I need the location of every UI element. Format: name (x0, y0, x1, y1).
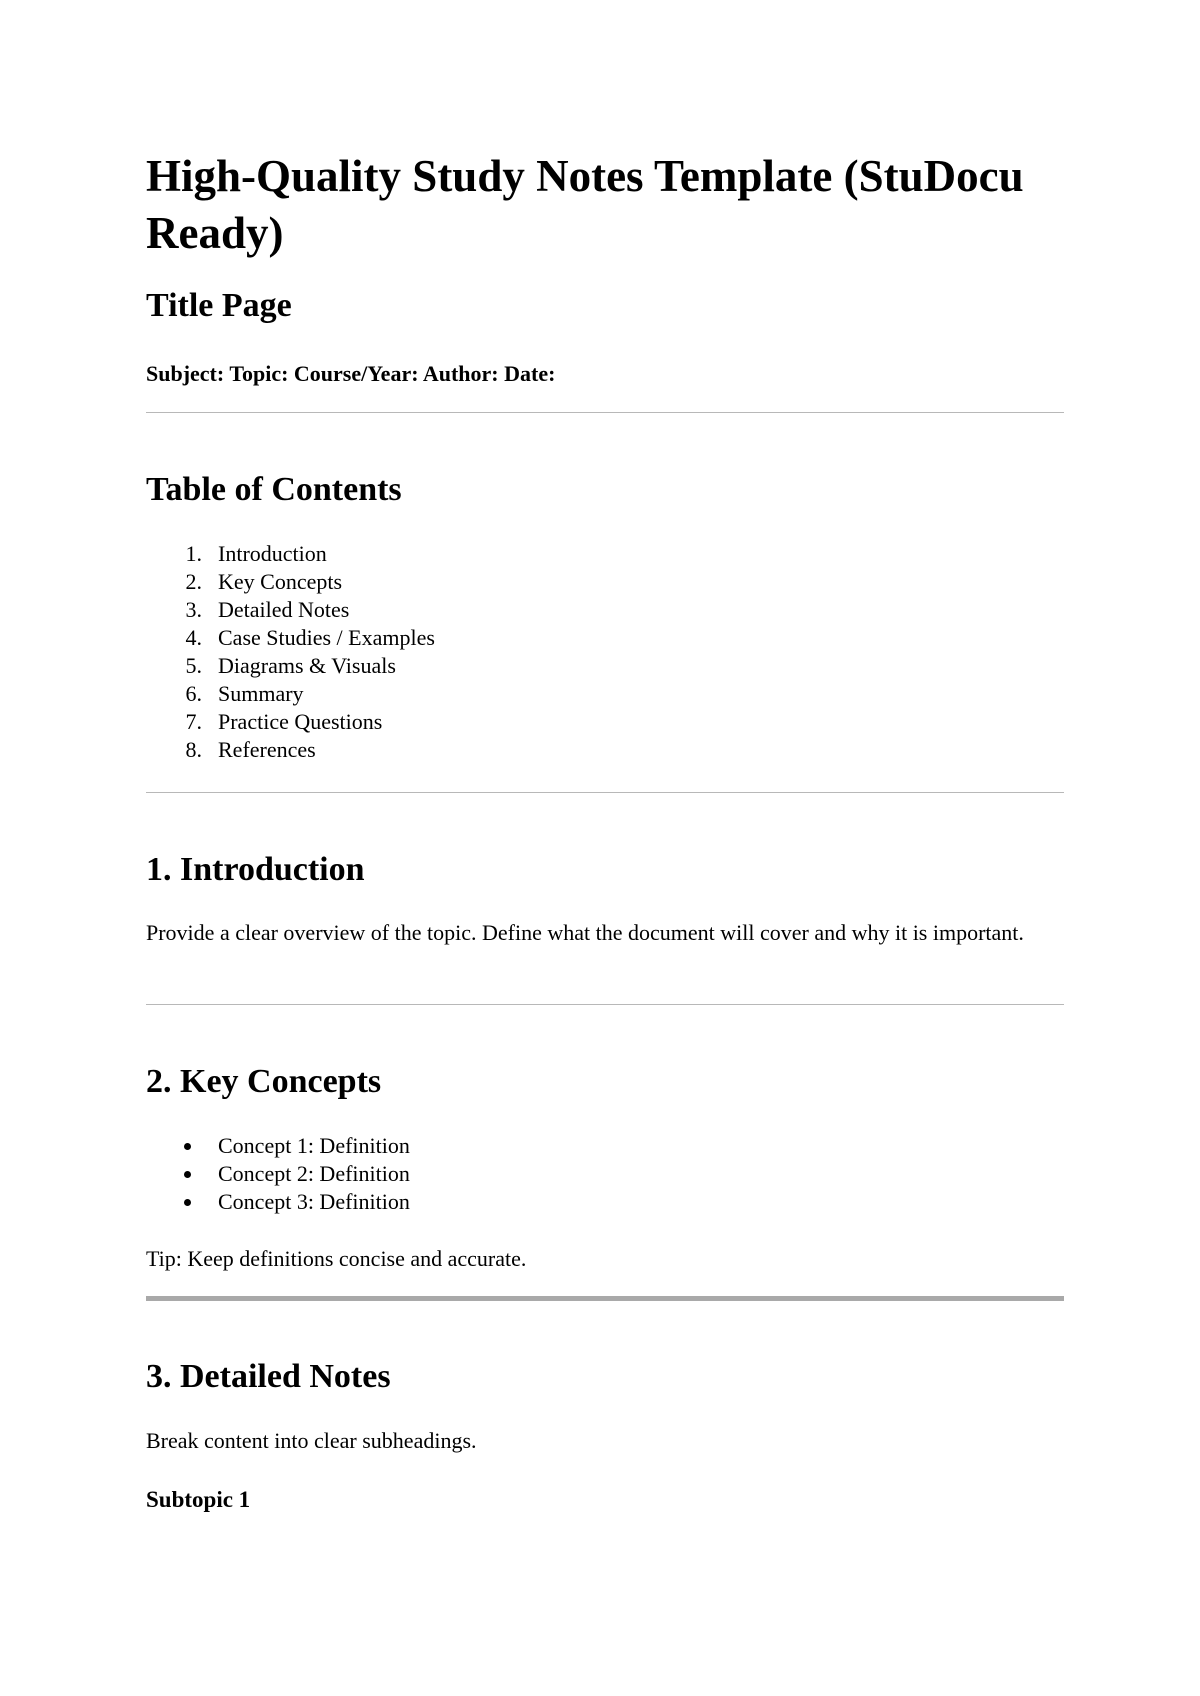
bullet-icon (184, 1171, 191, 1178)
subtopic-heading: Subtopic 1 (146, 1487, 251, 1512)
divider (146, 1004, 1064, 1005)
toc-item-label: Practice Questions (218, 709, 383, 734)
key-concept-label: Concept 3: Definition (218, 1189, 410, 1214)
title-page-meta: Subject: Topic: Course/Year: Author: Date: (146, 361, 556, 386)
introduction-heading: 1. Introduction (146, 851, 365, 888)
toc-item-number: 1. (185, 541, 202, 566)
bullet-icon (184, 1199, 191, 1206)
toc-item-number: 8. (185, 737, 202, 762)
toc-item-label: Introduction (218, 541, 327, 566)
divider (146, 792, 1064, 793)
key-concepts-heading: 2. Key Concepts (146, 1063, 382, 1100)
document-title: High-Quality Study Notes Template (StuDocu Ready) (146, 151, 1024, 258)
detailed-notes-heading: 3. Detailed Notes (146, 1358, 391, 1395)
toc-item-label: Key Concepts (218, 569, 343, 594)
toc-item-number: 5. (185, 653, 202, 678)
introduction-body: Provide a clear overview of the topic. Define what the document will cover and why it is important. (146, 920, 1024, 945)
detailed-notes-body: Break content into clear subheadings. (146, 1428, 477, 1453)
key-concept-label: Concept 2: Definition (218, 1161, 410, 1186)
toc-heading: Table of Contents (146, 471, 402, 508)
divider (146, 412, 1064, 413)
toc-item-number: 7. (185, 709, 202, 734)
toc-item-number: 4. (185, 625, 202, 650)
toc-item-label: Detailed Notes (218, 597, 350, 622)
toc-item-label: Summary (218, 681, 304, 706)
key-concept-label: Concept 1: Definition (218, 1133, 410, 1158)
divider-thick (146, 1296, 1064, 1301)
key-concepts-tip: Tip: Keep definitions concise and accurate. (146, 1246, 527, 1271)
bullet-icon (184, 1143, 191, 1150)
toc-item-label: References (218, 737, 316, 762)
toc-item-label: Diagrams & Visuals (218, 653, 396, 678)
toc-item-number: 3. (185, 597, 202, 622)
toc-item-label: Case Studies / Examples (218, 625, 435, 650)
toc-item-number: 2. (185, 569, 202, 594)
toc-item-number: 6. (185, 681, 202, 706)
title-page-heading: Title Page (146, 287, 292, 324)
